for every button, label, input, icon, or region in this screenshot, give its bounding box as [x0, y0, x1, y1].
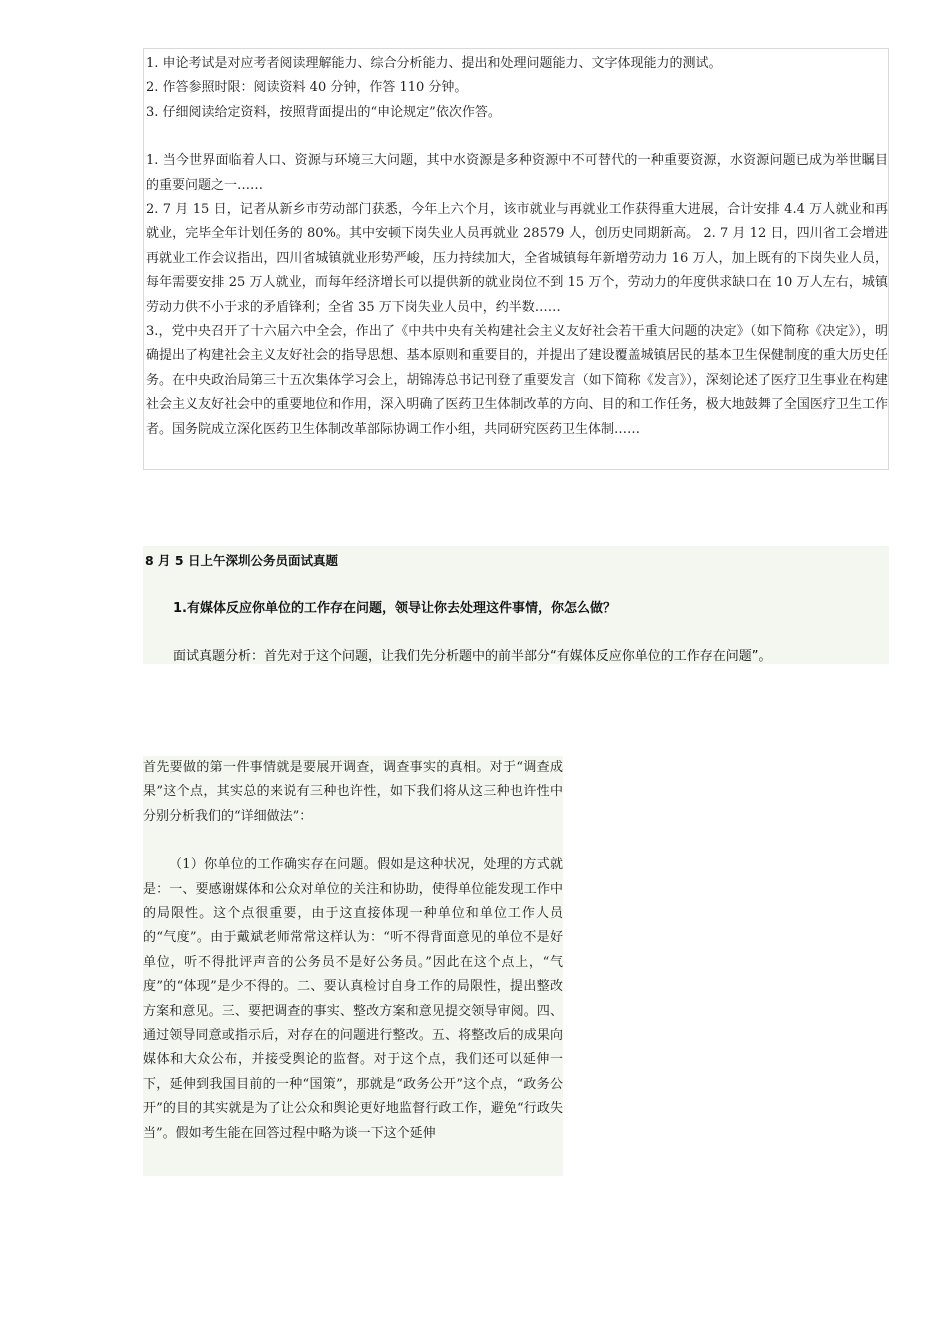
- exam-instructions-box: [143, 48, 889, 470]
- instruction-item: 3. 仔细阅读给定资料，按照背面提出的“申论规定”依次作答。: [146, 104, 501, 120]
- material-item: 3.，党中央召开了十六届六中全会，作出了《中共中央有关构建社会主义友好社会若干重大问题的决定》（如下简称《决定》），明确提出了构建社会主义友好社会的指导思想、基本原则和重要目的，并提出了建设覆盖城镇居民的基本卫生保健制度的重大历史任务。在中央政治局第三十五次集体学习会上，胡锦涛总书记刊登了重要发言（如下简称《发言》），深刻论述了医疗卫生事业在构建社会主义友好社会中的重要地位和作用，深入明确了医药卫生体制改革的方向、目的和工作任务，极大地鼓舞了全国医疗卫生工作者。国务院成立深化医药卫生体制改革部际协调工作小组，共同研究医药卫生体制……: [146, 324, 888, 437]
- answer-case-1: （1）你单位的工作确实存在问题。假如是这种状况，处理的方式就是：一、要感谢媒体和公众对单位的关注和协助，使得单位能发现工作中的局限性。这个点很重要，由于这直接体现一种单位和单位工作人员的“气度”。由于戴斌老师常常这样认为：“听不得背面意见的单位不是好单位，听不得批评声音的公务员不是好公务员。”因此在这个点上，“气度”的“体现”是少不得的。二、要认真检讨自身工作的局限性，提出整改方案和意见。三、要把调查的事实、整改方案和意见提交领导审阅。四、通过领导同意或指示后，对存在的问题进行整改。五、将整改后的成果向媒体和大众公布，并接受舆论的监督。对于这个点，我们还可以延伸一下，延伸到我国目前的一种“国策”，那就是“政务公开”这个点，“政务公开”的目的其实就是为了让公众和舆论更好地监督行政工作，避免“行政失当”。假如考生能在回答过程中略为谈一下这个延伸: [143, 857, 563, 1141]
- instruction-item: 2. 作答参照时限：阅读资料 40 分钟，作答 110 分钟。: [146, 80, 468, 96]
- spacer: [146, 125, 888, 149]
- material-item: 2. 7 月 15 日，记者从新乡市劳动部门获悉，今年上六个月，该市就业与再就业工作获得重大进展，合计安排 4.4 万人就业和再就业，完毕全年计划任务的 80%。其中安顿下岗失业人员再就业 28579 人，创历史同期新高。 2. 7 月 12 日，四川省工会增进再就业工作会议指出，四川省城镇就业形势严峻，压力持续加大，全省城镇每年新增劳动力 16 万人，加上既有的下岗失业人员，每年需要安排 25 万人就业，而每年经济增长可以提供新的就业岗位不到 15 万个，劳动力的年度供求缺口在 10 万人左右，城镇劳动力供不小于求的矛盾锋利；全省 35 万下岗失业人员中，约半数……: [146, 202, 888, 315]
- answer-intro: 首先要做的第一件事情就是要展开调查，调查事实的真相。对于“调查成果”这个点，其实总的来说有三种也许性，如下我们将从这三种也许性中分别分析我们的“详细做法”：: [143, 760, 563, 824]
- interview-title: 8 月 5 日上午深圳公务员面试真题: [145, 553, 338, 568]
- answer-box: [143, 756, 563, 1176]
- interview-question: 1.有媒体反应你单位的工作存在问题，领导让你去处理这件事情，你怎么做？: [173, 601, 616, 616]
- interview-analysis: 面试真题分析：首先对于这个问题，让我们先分析题中的前半部分“有媒体反应你单位的工作存在问题”。: [173, 649, 772, 664]
- instruction-item: 1. 申论考试是对应考者阅读理解能力、综合分析能力、提出和处理问题能力、文字体现能力的测试。: [146, 56, 722, 71]
- material-item: 1. 当今世界面临着人口、资源与环境三大问题，其中水资源是多种资源中不可替代的一种重要资源，水资源问题已成为举世瞩目的重要问题之一……: [146, 153, 888, 193]
- interview-section: [143, 546, 889, 664]
- spacer: [143, 829, 563, 853]
